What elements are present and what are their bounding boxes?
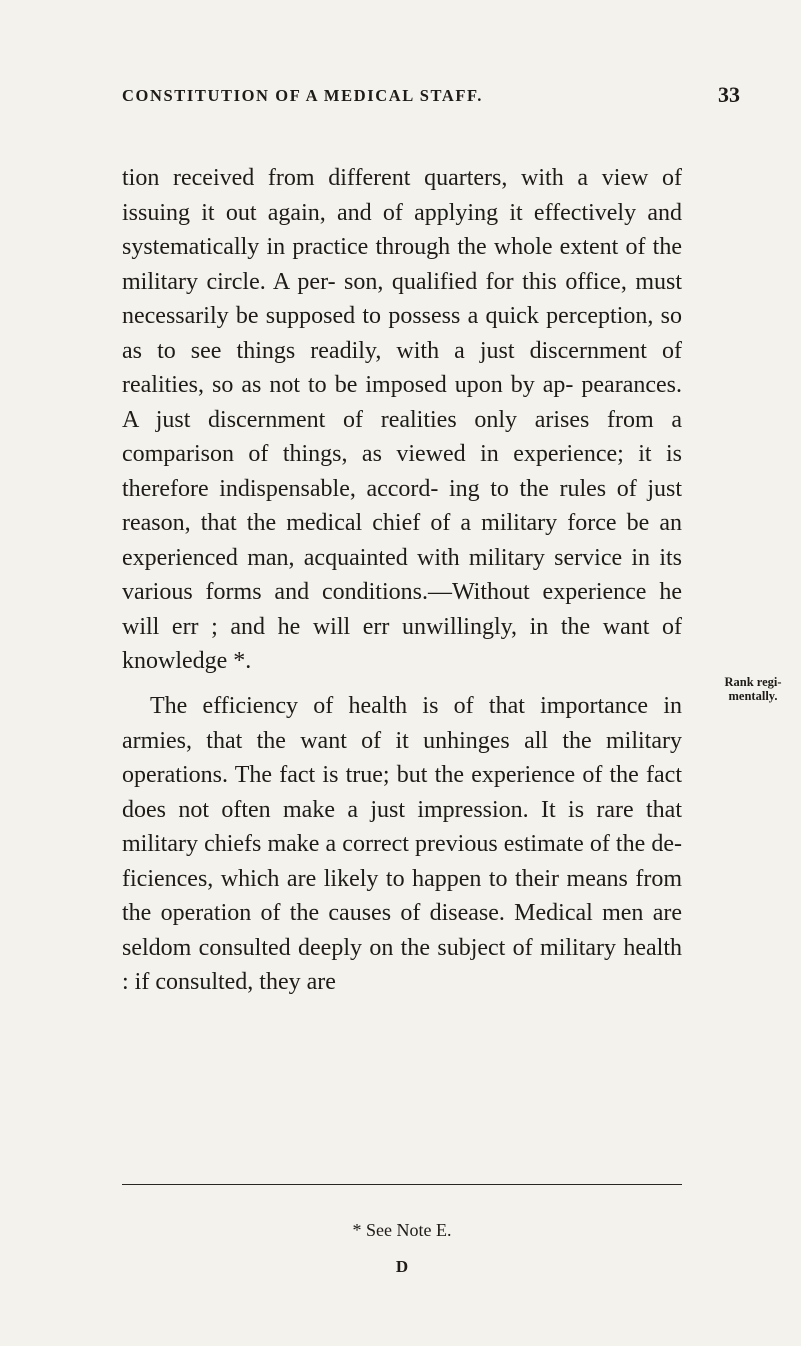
paragraph-2: The efficiency of health is of that importance in armies, that the want of it unhinges all the military operations. The fact is true; but the experience of the fact does not often make a just impression. It is rare that military chiefs make a correct previous estimate of the de- ficiences, which are likely to happen to their means from the operation of the causes of disease. Medical men are seldom consulted deeply on the subject of military health : if consulted, they are [122, 693, 682, 995]
running-head: CONSTITUTION OF A MEDICAL STAFF. [122, 86, 483, 105]
signature-mark: D [395, 1257, 409, 1276]
footnote: * See Note E. [352, 1220, 452, 1240]
page-number: 33 [718, 82, 740, 107]
footnote-rule [122, 1184, 682, 1185]
margin-note: Rank regi- mentally. [724, 675, 782, 703]
paragraph-1: tion received from different quarters, with a view of issuing it out again, and of applying it effectively and systematically in practice through the whole extent of the military circle. A per- son, qualified for this office, must necessarily be supposed to possess a quick perception, so as to see things readily, with a just discernment of realities, so as not to be imposed upon by ap- pearances. A just discernment of realities only arises from a comparison of things, as viewed in experience; it is therefore indispensable, accord- ing to the rules of just reason, that the medical chief of a military force be an experienced man, acquainted with military service in its various forms and conditions.—Without experience he will err ; and he will err unwillingly, in the want of knowledge *. [122, 165, 682, 674]
